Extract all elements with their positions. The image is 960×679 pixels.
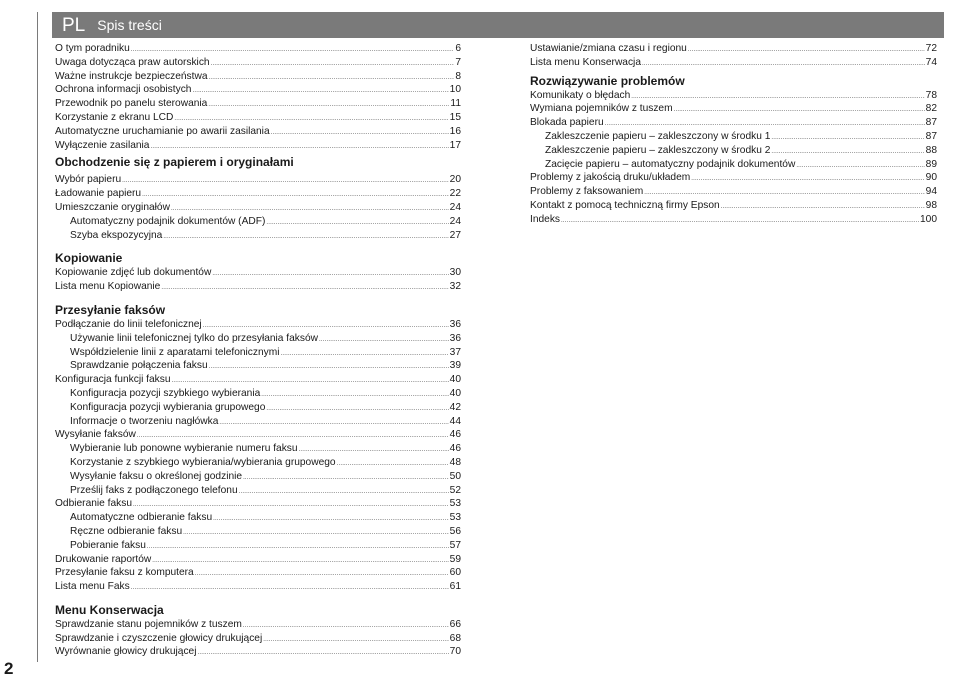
toc-entry[interactable]: [55, 415, 461, 429]
toc-entry[interactable]: [55, 373, 461, 387]
toc-entry-title: Problemy z jakością druku/układem: [530, 172, 691, 184]
dot-leader: [208, 102, 449, 108]
toc-entry-page: 50: [449, 470, 461, 482]
toc-entry-page: 46: [449, 429, 461, 441]
toc-entry[interactable]: [55, 456, 461, 470]
section-heading: Rozwiązywanie problemów: [530, 73, 685, 88]
dot-leader: [219, 420, 448, 426]
dot-leader: [212, 271, 448, 277]
toc-entry-page: 90: [925, 172, 937, 184]
toc-entry-title: Ochrona informacji osobistych: [55, 84, 192, 96]
toc-entry-title: Indeks: [530, 213, 561, 225]
toc-entry-title: Kopiowanie zdjęć lub dokumentów: [55, 267, 212, 279]
dot-leader: [209, 75, 455, 81]
spacer: [55, 294, 461, 303]
dot-leader: [281, 351, 449, 357]
toc-entry-title: Ważne instrukcje bezpieczeństwa: [55, 70, 208, 82]
toc-entry-title: O tym poradniku: [55, 43, 130, 54]
toc-entry-title: Uwaga dotycząca praw autorskich: [55, 56, 210, 68]
toc-entry[interactable]: [55, 111, 461, 125]
dot-leader: [691, 176, 924, 182]
toc-entry[interactable]: [530, 42, 937, 56]
toc-entry-page: 11: [450, 98, 461, 110]
toc-entry[interactable]: [55, 553, 461, 567]
toc-entry-title: Wyłączenie zasilania: [55, 139, 150, 151]
toc-entry[interactable]: [55, 401, 461, 415]
toc-entry-title: Używanie linii telefonicznej tylko do przesyłania faksów: [70, 332, 319, 344]
toc-entry-page: 59: [449, 553, 461, 565]
toc-entry[interactable]: [530, 102, 937, 116]
toc-entry-page: 82: [925, 103, 937, 115]
toc-entry[interactable]: [55, 525, 461, 539]
toc-entry[interactable]: [55, 201, 461, 215]
toc-entry[interactable]: [55, 56, 461, 70]
toc-entry-page: 40: [449, 387, 461, 399]
toc-entry-title: Wybieranie lub ponowne wybieranie numeru faksu: [70, 443, 298, 455]
toc-entry-title: Konfiguracja pozycji wybierania grupowego: [70, 401, 266, 413]
toc-entry[interactable]: [530, 144, 937, 158]
dot-leader: [161, 285, 448, 291]
toc-entry[interactable]: [55, 632, 461, 646]
toc-entry-title: Podłączanie do linii telefonicznej: [55, 318, 202, 330]
toc-entry-title: Drukowanie raportów: [55, 553, 152, 565]
toc-entry[interactable]: [530, 116, 937, 130]
section-heading: Obchodzenie się z papierem i oryginałami: [55, 155, 294, 170]
dot-leader: [213, 516, 449, 522]
toc-entry-page: 6: [455, 43, 461, 54]
dot-leader: [209, 364, 449, 370]
toc-entry[interactable]: [55, 332, 461, 346]
dot-leader: [183, 530, 449, 536]
toc-entry[interactable]: [55, 187, 461, 201]
toc-entry-title: Odbieranie faksu: [55, 498, 133, 510]
toc-column-left: [55, 42, 461, 659]
toc-entry[interactable]: [55, 42, 461, 56]
toc-entry-page: 48: [449, 456, 461, 468]
toc-entry[interactable]: [55, 484, 461, 498]
toc-entry-page: 39: [449, 360, 461, 372]
toc-entry-title: Przewodnik po panelu sterowania: [55, 98, 208, 110]
toc-entry-page: 20: [449, 174, 461, 186]
dot-leader: [211, 61, 455, 67]
toc-entry[interactable]: [55, 387, 461, 401]
page-title: Spis treści: [97, 17, 162, 33]
toc-entry[interactable]: [55, 442, 461, 456]
toc-entry-page: 68: [449, 632, 461, 644]
toc-entry-page: 56: [449, 525, 461, 537]
toc-entry-title: Blokada papieru: [530, 117, 604, 129]
toc-entry-title: Współdzielenie linii z aparatami telefonicznymi: [70, 346, 280, 358]
toc-entry[interactable]: [55, 580, 461, 594]
toc-entry-page: 22: [449, 188, 461, 200]
dot-leader: [688, 47, 925, 53]
toc-entry-page: 30: [449, 267, 461, 279]
dot-leader: [644, 190, 924, 196]
toc-entry-page: 36: [449, 318, 461, 330]
toc-entry[interactable]: [530, 213, 937, 227]
dot-leader: [605, 121, 925, 127]
dot-leader: [674, 107, 925, 113]
toc-entry-title: Informacje o tworzeniu nagłówka: [70, 415, 219, 427]
toc-entry-page: 53: [449, 498, 461, 510]
toc-entry-title: Ładowanie papieru: [55, 188, 142, 200]
toc-entry-page: 24: [449, 201, 461, 213]
dot-leader: [147, 544, 449, 550]
toc-entry-title: Zakleszczenie papieru – zakleszczony w środku 2: [545, 144, 771, 156]
toc-entry-page: 66: [449, 618, 461, 630]
toc-entry[interactable]: [55, 139, 461, 153]
toc-entry-title: Wybór papieru: [55, 174, 122, 186]
toc-entry-page: 98: [925, 199, 937, 211]
toc-entry-title: Korzystanie z ekranu LCD: [55, 111, 174, 123]
header-bar: [52, 12, 944, 38]
toc-entry-title: Pobieranie faksu: [70, 539, 146, 551]
dot-leader: [243, 475, 449, 481]
dot-leader: [195, 571, 449, 577]
toc-entry-title: Wysyłanie faksów: [55, 429, 136, 441]
dot-leader: [642, 61, 925, 67]
dot-leader: [299, 447, 449, 453]
toc-entry-page: 72: [925, 43, 937, 54]
toc-entry-title: Wyrównanie głowicy drukującej: [55, 646, 197, 658]
toc-entry-title: Lista menu Konserwacja: [530, 56, 641, 68]
toc-entry-title: Korzystanie z szybkiego wybierania/wybierania grupowego: [70, 456, 336, 468]
toc-entry-page: 10: [449, 84, 461, 96]
toc-entry-page: 7: [455, 56, 461, 68]
toc-entry-page: 94: [925, 186, 937, 198]
dot-leader: [261, 392, 448, 398]
toc-entry-title: Automatyczny podajnik dokumentów (ADF): [70, 215, 266, 227]
toc-entry[interactable]: [55, 511, 461, 525]
dot-leader: [561, 218, 919, 224]
dot-leader: [150, 144, 448, 150]
dot-leader: [131, 47, 455, 53]
toc-entry-title: Zacięcie papieru – automatyczny podajnik dokumentów: [545, 158, 796, 170]
toc-entry-title: Lista menu Kopiowanie: [55, 281, 161, 293]
dot-leader: [174, 116, 448, 122]
dot-leader: [131, 585, 449, 591]
toc-entry[interactable]: [55, 346, 461, 360]
toc-entry-page: 57: [449, 539, 461, 551]
dot-leader: [152, 558, 448, 564]
dot-leader: [171, 206, 449, 212]
toc-entry-title: Ręczne odbieranie faksu: [70, 525, 183, 537]
dot-leader: [137, 433, 449, 439]
toc-entry-title: Automatyczne odbieranie faksu: [70, 512, 213, 524]
toc-entry-page: 16: [449, 125, 461, 137]
dot-leader: [197, 650, 448, 656]
toc-entry-title: Komunikaty o błędach: [530, 89, 631, 101]
toc-entry-page: 42: [449, 401, 461, 413]
toc-entry-page: 88: [925, 144, 937, 156]
section-heading: Kopiowanie: [55, 251, 123, 266]
dot-leader: [142, 192, 449, 198]
toc-entry-page: 61: [449, 581, 461, 593]
toc-entry-title: Sprawdzanie i czyszczenie głowicy drukującej: [55, 632, 263, 644]
page-edge-line: [37, 12, 38, 662]
toc-entry[interactable]: [530, 130, 937, 144]
toc-entry-title: Szyba ekspozycyjna: [70, 229, 163, 241]
toc-entry[interactable]: [530, 56, 937, 70]
toc-entry[interactable]: [55, 266, 461, 280]
dot-leader: [337, 461, 449, 467]
toc-entry-page: 15: [449, 111, 461, 123]
section-heading: Przesyłanie faksów: [55, 302, 166, 317]
dot-leader: [721, 204, 925, 210]
toc-entry-title: Zakleszczenie papieru – zakleszczony w środku 1: [545, 130, 771, 142]
toc-entry[interactable]: [55, 280, 461, 294]
toc-entry[interactable]: [55, 566, 461, 580]
toc-entry-title: Konfiguracja pozycji szybkiego wybierania: [70, 387, 261, 399]
toc-entry[interactable]: [530, 185, 937, 199]
toc-entry[interactable]: [530, 199, 937, 213]
toc-entry-title: Sprawdzanie połączenia faksu: [70, 360, 208, 372]
toc-entry-title: Problemy z faksowaniem: [530, 186, 644, 198]
toc-entry-page: 46: [449, 443, 461, 455]
toc-entry-title: Wymiana pojemników z tuszem: [530, 103, 673, 115]
toc-entry[interactable]: [530, 89, 937, 103]
dot-leader: [631, 94, 924, 100]
toc-entry-page: 40: [449, 374, 461, 386]
toc-entry-title: Kontakt z pomocą techniczną firmy Epson: [530, 199, 720, 211]
toc-entry-page: 36: [449, 332, 461, 344]
toc-entry[interactable]: [55, 70, 461, 84]
toc-entry[interactable]: [55, 428, 461, 442]
section-heading: Menu Konserwacja: [55, 602, 164, 617]
toc-entry-page: 27: [449, 229, 461, 241]
toc-entry-page: 52: [449, 484, 461, 496]
dot-leader: [243, 623, 449, 629]
toc-entry-title: Sprawdzanie stanu pojemników z tuszem: [55, 618, 242, 630]
dot-leader: [263, 637, 448, 643]
toc-entry[interactable]: [55, 497, 461, 511]
toc-entry-title: Umieszczanie oryginałów: [55, 201, 170, 213]
spacer: [55, 594, 461, 603]
toc-entry-title: Prześlij faks z podłączonego telefonu: [70, 484, 238, 496]
dot-leader: [192, 88, 448, 94]
toc-entry-page: 100: [920, 213, 937, 225]
dot-leader: [771, 149, 924, 155]
toc-entry[interactable]: [55, 359, 461, 373]
toc-entry[interactable]: [55, 618, 461, 632]
toc-entry-page: 17: [449, 139, 461, 151]
toc-entry[interactable]: [55, 173, 461, 187]
dot-leader: [796, 163, 924, 169]
language-code: PL: [62, 14, 86, 36]
dot-leader: [266, 220, 448, 226]
toc-entry[interactable]: [55, 318, 461, 332]
toc-entry[interactable]: [55, 97, 461, 111]
toc-entry-page: 53: [449, 512, 461, 524]
toc-entry[interactable]: [55, 215, 461, 229]
toc-entry-page: 70: [449, 646, 461, 658]
page-number: 2: [4, 659, 14, 678]
toc-entry-page: 89: [925, 158, 937, 170]
toc-entry[interactable]: [530, 171, 937, 185]
toc-entry-page: 8: [455, 70, 461, 82]
toc-entry-title: Lista menu Faks: [55, 581, 130, 593]
toc-column-right: [530, 42, 937, 227]
toc-entry-title: Automatyczne uruchamianie po awarii zasilania: [55, 125, 270, 137]
dot-leader: [163, 234, 448, 240]
dot-leader: [239, 489, 449, 495]
toc-entry[interactable]: [55, 229, 461, 243]
toc-entry[interactable]: [55, 645, 461, 659]
toc-entry-page: 24: [449, 215, 461, 227]
toc-entry-page: 32: [449, 281, 461, 293]
toc-entry[interactable]: [55, 539, 461, 553]
toc-entry-page: 87: [925, 117, 937, 129]
toc-entry-page: 78: [925, 89, 937, 101]
toc-entry-page: 37: [449, 346, 461, 358]
dot-leader: [122, 178, 448, 184]
toc-entry[interactable]: [55, 83, 461, 97]
toc-entry[interactable]: [55, 470, 461, 484]
dot-leader: [203, 323, 449, 329]
toc-entry-title: Przesyłanie faksu z komputera: [55, 567, 194, 579]
toc-entry-page: 60: [449, 567, 461, 579]
spacer: [55, 242, 461, 251]
toc-entry[interactable]: [530, 158, 937, 172]
dot-leader: [319, 337, 449, 343]
toc-entry[interactable]: [55, 125, 461, 139]
dot-leader: [266, 406, 448, 412]
dot-leader: [771, 135, 924, 141]
toc-entry-title: Ustawianie/zmiana czasu i regionu: [530, 43, 687, 54]
toc-entry-title: Konfiguracja funkcji faksu: [55, 374, 171, 386]
toc-entry-title: Wysyłanie faksu o określonej godzinie: [70, 470, 243, 482]
dot-leader: [133, 502, 449, 508]
dot-leader: [271, 130, 449, 136]
toc-entry-page: 44: [449, 415, 461, 427]
toc-entry-page: 87: [925, 130, 937, 142]
toc-entry-page: 74: [925, 56, 937, 68]
dot-leader: [172, 378, 449, 384]
